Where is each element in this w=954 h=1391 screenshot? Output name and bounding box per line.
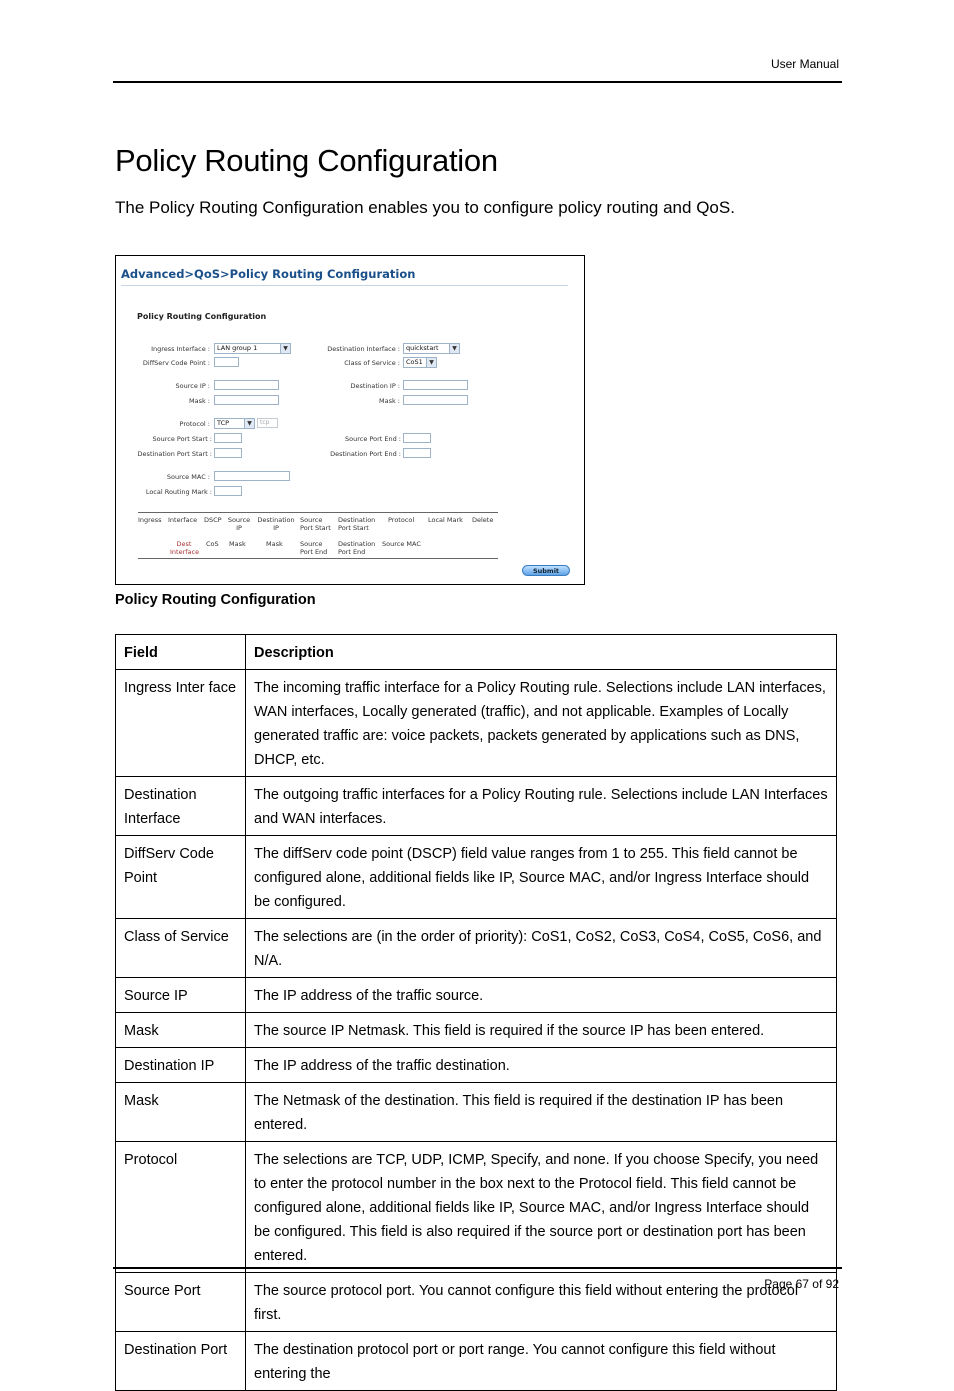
protocol-label: Protocol : [179, 420, 210, 428]
col-interface: Interface [168, 516, 198, 524]
table-row [116, 1273, 837, 1332]
field-description-table [115, 634, 837, 1391]
col-ingress: Ingress [138, 516, 162, 524]
description-cell: The selections are (in the order of priority): CoS1, CoS2, CoS3, CoS4, CoS5, CoS6, and N/A. [246, 919, 837, 978]
source-port-end-label: Source Port End : [345, 435, 401, 443]
chevron-down-icon: ▼ [426, 358, 436, 367]
field-cell: Ingress Inter face [116, 670, 246, 777]
class-of-service-label: Class of Service : [344, 359, 400, 367]
col-cos: CoS [206, 540, 219, 548]
col-destination-port-end: Destination Port End [338, 540, 376, 556]
table-row [116, 1083, 837, 1142]
col-destination-mask: Mask [266, 540, 283, 548]
table-row [116, 670, 837, 777]
table-top-line [138, 512, 498, 513]
destination-port-start-label: Destination Port Start : [137, 450, 212, 458]
description-cell: The selections are TCP, UDP, ICMP, Specify, and none. If you choose Specify, you need to enter the protocol number in the box next to the Protocol field. This field cannot be configured alone, additional fields like IP, Source MAC, and/or Ingress Interface should be configured. This field is also required if the source port or destination port has been entered. [246, 1142, 837, 1273]
description-cell: The source IP Netmask. This field is required if the source IP has been entered. [246, 1013, 837, 1048]
col-destination-port-start: Destination Port Start [338, 516, 376, 532]
source-port-start-label: Source Port Start : [152, 435, 212, 443]
table-row [116, 777, 837, 836]
header-text: User Manual [770, 57, 839, 71]
footer-rule [113, 1267, 842, 1269]
source-mask-label: Mask : [189, 397, 210, 405]
figure-caption: Policy Routing Configuration [115, 592, 316, 608]
protocol-value: TCP [217, 419, 230, 427]
field-cell: Destination Port [116, 1332, 246, 1391]
table-row [116, 1013, 837, 1048]
col-dest-interface: Dest Interface [170, 540, 200, 556]
page-number: Page 67 of 92 [764, 1277, 839, 1291]
destination-port-start-input[interactable] [214, 448, 242, 458]
table-row [116, 919, 837, 978]
section-title: Policy Routing Configuration [137, 312, 267, 321]
local-routing-mark-input[interactable] [214, 486, 242, 496]
ui-screenshot [115, 255, 585, 585]
field-cell: Destination IP [116, 1048, 246, 1083]
description-cell: The IP address of the traffic destination. [246, 1048, 837, 1083]
destination-mask-input[interactable] [403, 395, 468, 405]
protocol-number-input[interactable]: tcp [257, 418, 278, 428]
table-row [116, 1142, 837, 1273]
table-row [116, 836, 837, 919]
source-port-end-input[interactable] [403, 433, 431, 443]
protocol-select[interactable] [214, 418, 255, 429]
table-row [116, 1048, 837, 1083]
ingress-interface-select[interactable] [214, 343, 291, 354]
source-mask-input[interactable] [214, 395, 279, 405]
col-source-port-end: Source Port End [300, 540, 328, 556]
col-source-mask: Mask [229, 540, 246, 548]
page-title: Policy Routing Configuration [115, 143, 498, 178]
description-cell: The diffServ code point (DSCP) field value ranges from 1 to 255. This field cannot be configured alone, additional fields like IP, Source MAC, and/or Ingress Interface should be configured. [246, 836, 837, 919]
header-field: Field [116, 635, 246, 670]
chevron-down-icon: ▼ [244, 419, 254, 428]
field-cell: Mask [116, 1013, 246, 1048]
col-protocol: Protocol [388, 516, 415, 524]
source-ip-input[interactable] [214, 380, 279, 390]
table-header-row [116, 635, 837, 670]
field-cell: DiffServ Code Point [116, 836, 246, 919]
description-cell: The incoming traffic interface for a Policy Routing rule. Selections include LAN interfaces, WAN interfaces, Locally generated (traffic), and not applicable. Examples of Locally generated traffic are: voice packets, packets generated by applications such as DNS, DHCP, etc. [246, 670, 837, 777]
destination-ip-label: Destination IP : [350, 382, 400, 390]
field-cell: Class of Service [116, 919, 246, 978]
col-delete: Delete [472, 516, 494, 524]
intro-paragraph: The Policy Routing Configuration enables you to configure policy routing and QoS. [115, 198, 735, 217]
field-cell: Protocol [116, 1142, 246, 1273]
chevron-down-icon: ▼ [449, 344, 459, 353]
col-dscp: DSCP [204, 516, 222, 524]
description-cell: The Netmask of the destination. This field is required if the destination IP has been entered. [246, 1083, 837, 1142]
diffserv-label: DiffServ Code Point : [142, 359, 210, 367]
col-source-ip: Source IP [227, 516, 251, 532]
source-ip-label: Source IP : [175, 382, 210, 390]
source-port-start-input[interactable] [214, 433, 242, 443]
local-routing-mark-label: Local Routing Mark : [145, 488, 212, 496]
table-row [116, 1332, 837, 1391]
destination-interface-value: quickstart [406, 344, 439, 352]
col-destination-ip: Destination IP [257, 516, 295, 532]
field-cell: Destination Interface [116, 777, 246, 836]
header-rule [113, 81, 842, 83]
header-description: Description [246, 635, 837, 670]
destination-port-end-input[interactable] [403, 448, 431, 458]
table-row [116, 978, 837, 1013]
field-cell: Source IP [116, 978, 246, 1013]
chevron-down-icon: ▼ [280, 344, 290, 353]
field-cell: Source Port [116, 1273, 246, 1332]
source-mac-label: Source MAC : [166, 473, 210, 481]
source-mac-input[interactable] [214, 471, 290, 481]
col-source-mac: Source MAC [382, 540, 421, 548]
breadcrumb: Advanced>QoS>Policy Routing Configuration [121, 267, 416, 281]
destination-interface-select[interactable] [403, 343, 460, 354]
col-local-mark: Local Mark [428, 516, 463, 524]
description-cell: The IP address of the traffic source. [246, 978, 837, 1013]
description-cell: The destination protocol port or port range. You cannot configure this field without entering the [246, 1332, 837, 1391]
description-cell: The source protocol port. You cannot configure this field without entering the protocol first. [246, 1273, 837, 1332]
ingress-interface-value: LAN group 1 [217, 344, 258, 352]
table-bottom-line [138, 558, 498, 559]
field-cell: Mask [116, 1083, 246, 1142]
class-of-service-select[interactable] [403, 357, 437, 368]
breadcrumb-divider [121, 285, 568, 286]
col-source-port-start: Source Port Start [300, 516, 331, 532]
destination-ip-input[interactable] [403, 380, 468, 390]
destination-mask-label: Mask : [379, 397, 400, 405]
class-of-service-value: CoS1 [406, 358, 423, 366]
diffserv-input[interactable] [214, 357, 239, 367]
destination-port-end-label: Destination Port End : [330, 450, 401, 458]
submit-button[interactable]: Submit [522, 565, 570, 576]
destination-interface-label: Destination Interface : [327, 345, 400, 353]
description-cell: The outgoing traffic interfaces for a Policy Routing rule. Selections include LAN Interfaces and WAN interfaces. [246, 777, 837, 836]
ingress-interface-label: Ingress Interface : [151, 345, 210, 353]
